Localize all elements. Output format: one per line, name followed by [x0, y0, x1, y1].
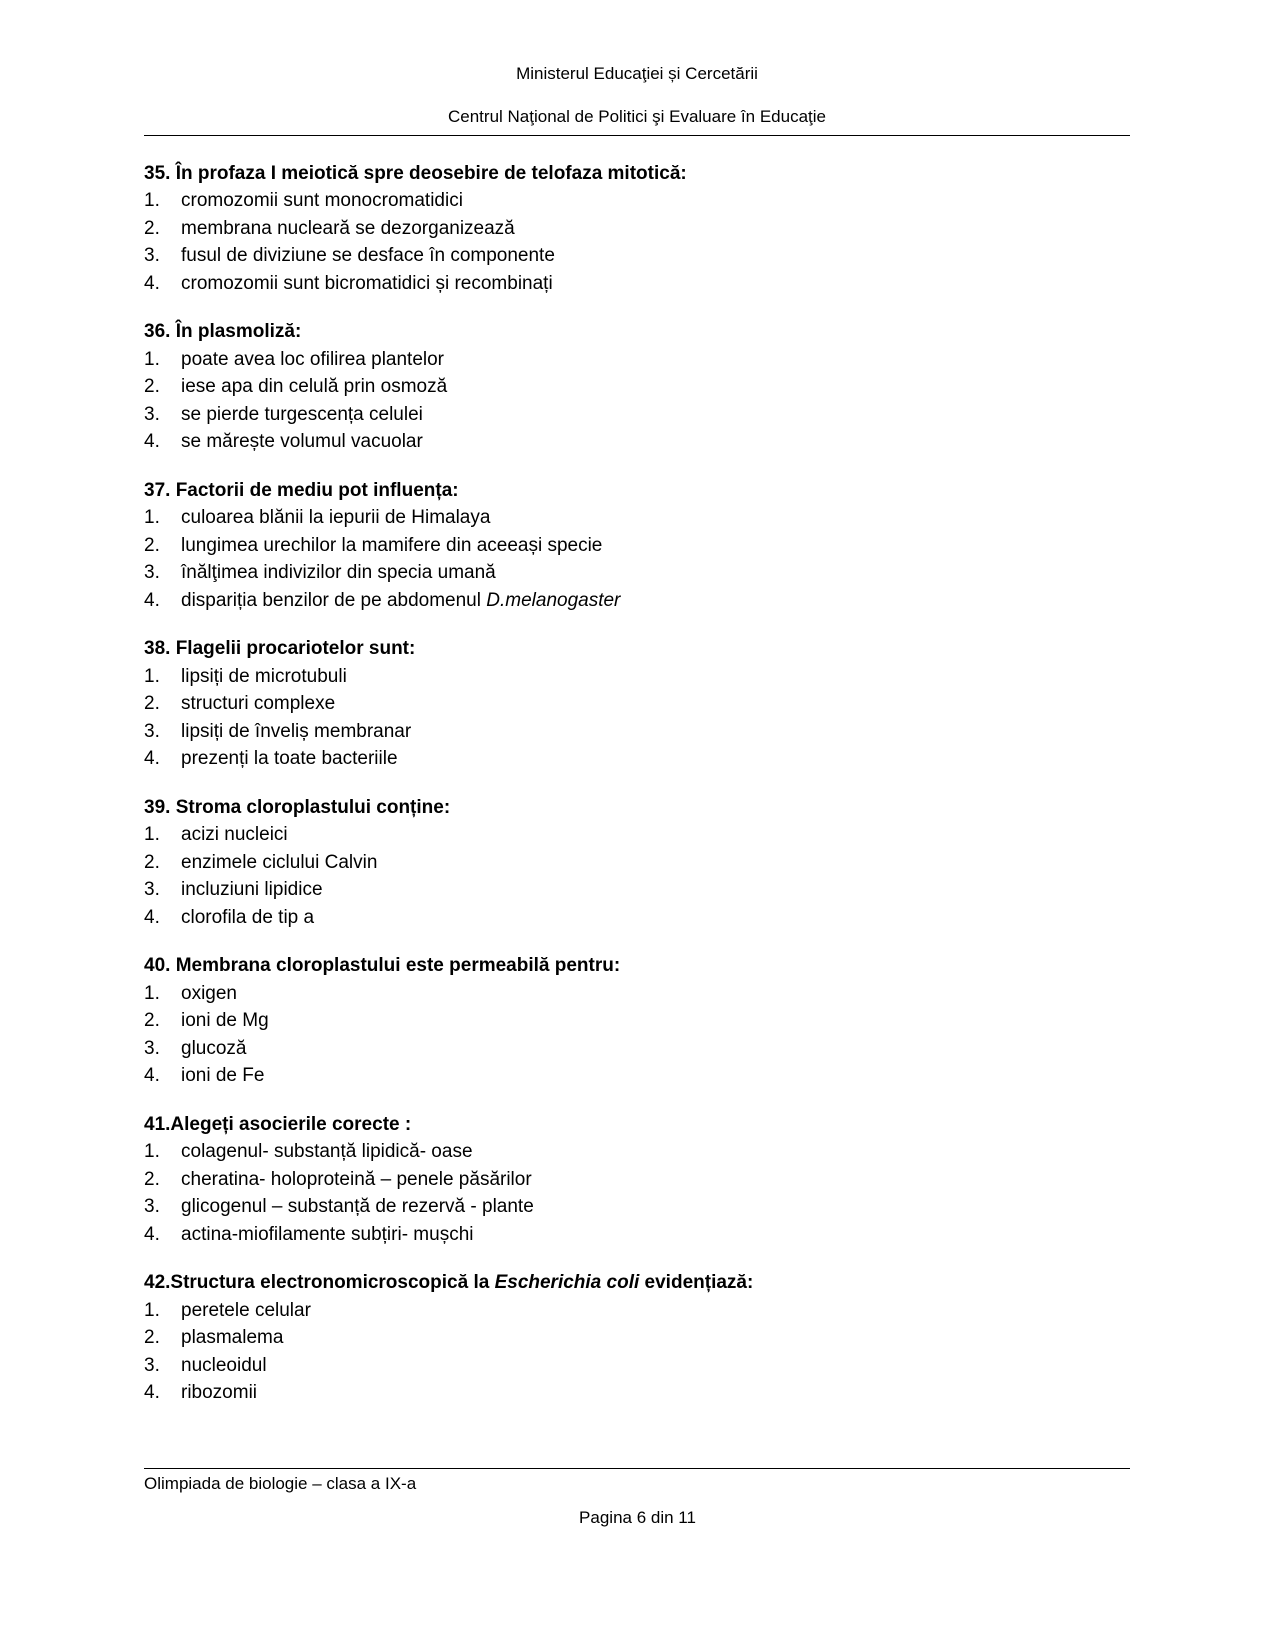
text-segment: ioni de Fe [181, 1065, 265, 1087]
page-number: Pagina 6 din 11 [579, 1508, 696, 1527]
option-number: 3. [144, 1354, 160, 1376]
text-segment: poate avea loc ofilirea plantelor [181, 348, 445, 370]
option-row [144, 1166, 1130, 1194]
option-number: 4. [144, 431, 160, 453]
option-row [144, 1035, 1130, 1063]
questions [144, 160, 1130, 1407]
option-text [181, 428, 1130, 456]
text-segment: fusul de diviziune se desface în componente [181, 245, 555, 267]
text-segment: nucleoidul [181, 1354, 267, 1376]
option-number: 3. [144, 245, 160, 267]
option-number: 4. [144, 1223, 160, 1245]
option-text [181, 346, 1130, 374]
option-number: 1. [144, 348, 160, 370]
question-title [144, 318, 1130, 346]
option-text [181, 1221, 1130, 1249]
option-row [144, 1138, 1130, 1166]
option-text [181, 1035, 1130, 1063]
text-segment: acizi nucleici [181, 824, 288, 846]
option-row [144, 187, 1130, 215]
option-number: 1. [144, 824, 160, 846]
text-segment: colagenul- substanță lipidică- oase [181, 1141, 473, 1163]
text-segment: 35. În profaza I meiotică spre deosebire de telofaza mitotică: [144, 162, 687, 184]
option-text [181, 690, 1130, 718]
option-number: 3. [144, 1196, 160, 1218]
question-block [144, 952, 1130, 1090]
text-segment: lipsiți de înveliș membranar [181, 720, 412, 742]
option-text [181, 1138, 1130, 1166]
text-segment: prezenți la toate bacteriile [181, 748, 398, 770]
text-segment: oxigen [181, 982, 237, 1004]
option-number: 2. [144, 851, 160, 873]
option-number: 1. [144, 982, 160, 1004]
option-number: 3. [144, 720, 160, 742]
text-segment: plasmalema [181, 1327, 284, 1349]
option-number: 1. [144, 665, 160, 687]
option-row [144, 1221, 1130, 1249]
option-number: 2. [144, 1327, 160, 1349]
text-segment: structuri complexe [181, 693, 336, 715]
text-segment: înălţimea indivizilor din specia umană [181, 562, 496, 584]
option-number: 4. [144, 272, 160, 294]
option-text [181, 876, 1130, 904]
option-row [144, 346, 1130, 374]
option-text [181, 980, 1130, 1008]
text-segment: 39. Stroma cloroplastului conține: [144, 796, 451, 818]
option-text [181, 215, 1130, 243]
option-text [181, 1062, 1130, 1090]
option-text [181, 401, 1130, 429]
option-number: 4. [144, 1382, 160, 1404]
text-segment: glucoză [181, 1037, 247, 1059]
option-row [144, 587, 1130, 615]
option-row [144, 242, 1130, 270]
option-text [181, 1324, 1130, 1352]
question-block [144, 635, 1130, 773]
option-text [181, 663, 1130, 691]
option-number: 1. [144, 1141, 160, 1163]
question-title [144, 952, 1130, 980]
option-number: 4. [144, 589, 160, 611]
option-row [144, 270, 1130, 298]
text-segment-italic: Escherichia coli [494, 1272, 640, 1294]
header-center-line: Centrul Naţional de Politici şi Evaluare în Educaţie [448, 107, 826, 127]
option-row [144, 1297, 1130, 1325]
option-row [144, 849, 1130, 877]
option-row [144, 745, 1130, 773]
option-text [181, 587, 1130, 615]
question-title [144, 1269, 1130, 1297]
option-number: 4. [144, 1065, 160, 1087]
text-segment-italic: D.melanogaster [486, 589, 621, 611]
option-text [181, 821, 1130, 849]
text-segment: iese apa din celulă prin osmoză [181, 376, 448, 398]
option-number: 2. [144, 217, 160, 239]
header-ministry-line: Ministerul Educaţiei și Cercetării [516, 64, 758, 83]
option-text [181, 718, 1130, 746]
footer-olympiad-label: Olimpiada de biologie – clasa a IX-a [144, 1474, 417, 1493]
option-row [144, 428, 1130, 456]
option-number: 3. [144, 879, 160, 901]
text-segment: actina-miofilamente subțiri- mușchi [181, 1223, 474, 1245]
option-number: 3. [144, 403, 160, 425]
text-segment: cromozomii sunt monocromatidici [181, 190, 463, 212]
text-segment: enzimele ciclului Calvin [181, 851, 378, 873]
question-title [144, 794, 1130, 822]
question-title [144, 477, 1130, 505]
option-row [144, 1007, 1130, 1035]
text-segment: glicogenul – substanță de rezervă - plante [181, 1196, 534, 1218]
option-row [144, 1352, 1130, 1380]
text-segment: cromozomii sunt bicromatidici și recombinați [181, 272, 553, 294]
question-block [144, 1111, 1130, 1249]
option-number: 2. [144, 693, 160, 715]
text-segment: se pierde turgescența celulei [181, 403, 423, 425]
option-text [181, 745, 1130, 773]
text-segment: 41.Alegeți asocierile corecte : [144, 1113, 412, 1135]
option-row [144, 690, 1130, 718]
option-row [144, 532, 1130, 560]
option-text [181, 1007, 1130, 1035]
text-segment: 40. Membrana cloroplastului este permeabilă pentru: [144, 955, 621, 977]
text-segment: dispariția benzilor de pe abdomenul [181, 589, 487, 611]
option-number: 2. [144, 376, 160, 398]
option-text [181, 187, 1130, 215]
text-segment: 36. În plasmoliză: [144, 321, 302, 343]
option-row [144, 1193, 1130, 1221]
option-number: 3. [144, 562, 160, 584]
option-text [181, 242, 1130, 270]
option-number: 2. [144, 1168, 160, 1190]
text-segment: 37. Factorii de mediu pot influența: [144, 479, 459, 501]
document-header [144, 64, 1130, 136]
option-text [181, 559, 1130, 587]
text-segment: membrana nucleară se dezorganizează [181, 217, 515, 239]
option-row [144, 980, 1130, 1008]
option-text [181, 504, 1130, 532]
text-segment: 38. Flagelii procariotelor sunt: [144, 638, 416, 660]
option-text [181, 270, 1130, 298]
option-text [181, 373, 1130, 401]
option-number: 2. [144, 534, 160, 556]
option-row [144, 904, 1130, 932]
question-block [144, 318, 1130, 456]
option-row [144, 663, 1130, 691]
option-row [144, 559, 1130, 587]
question-title [144, 160, 1130, 188]
option-row [144, 401, 1130, 429]
option-number: 2. [144, 1010, 160, 1032]
text-segment: cheratina- holoproteină – penele păsărilor [181, 1168, 532, 1190]
question-block [144, 160, 1130, 298]
text-segment: 42.Structura electronomicroscopică la [144, 1272, 495, 1294]
option-row [144, 1324, 1130, 1352]
question-block [144, 1269, 1130, 1407]
option-row [144, 876, 1130, 904]
question-block [144, 794, 1130, 932]
option-text [181, 904, 1130, 932]
document-footer [144, 1468, 1130, 1494]
option-number: 1. [144, 1299, 160, 1321]
text-segment: evidențiază: [639, 1272, 754, 1294]
option-text [181, 1379, 1130, 1407]
option-row [144, 1062, 1130, 1090]
option-row [144, 373, 1130, 401]
option-text [181, 1352, 1130, 1380]
option-number: 1. [144, 190, 160, 212]
text-segment: ioni de Mg [181, 1010, 269, 1032]
option-row [144, 1379, 1130, 1407]
option-number: 1. [144, 507, 160, 529]
option-text [181, 1166, 1130, 1194]
option-row [144, 504, 1130, 532]
text-segment: lungimea urechilor la mamifere din aceeași specie [181, 534, 603, 556]
option-text [181, 849, 1130, 877]
text-segment: clorofila de tip a [181, 906, 315, 928]
question-title [144, 635, 1130, 663]
option-text [181, 1193, 1130, 1221]
text-segment: incluziuni lipidice [181, 879, 323, 901]
option-number: 3. [144, 1037, 160, 1059]
text-segment: ribozomii [181, 1382, 258, 1404]
option-row [144, 718, 1130, 746]
text-segment: se mărește volumul vacuolar [181, 431, 423, 453]
option-number: 4. [144, 748, 160, 770]
option-text [181, 532, 1130, 560]
question-block [144, 477, 1130, 615]
option-number: 4. [144, 906, 160, 928]
option-row [144, 215, 1130, 243]
option-row [144, 821, 1130, 849]
option-text [181, 1297, 1130, 1325]
question-title [144, 1111, 1130, 1139]
text-segment: peretele celular [181, 1299, 311, 1321]
text-segment: lipsiți de microtubuli [181, 665, 347, 687]
text-segment: culoarea blănii la iepurii de Himalaya [181, 507, 491, 529]
